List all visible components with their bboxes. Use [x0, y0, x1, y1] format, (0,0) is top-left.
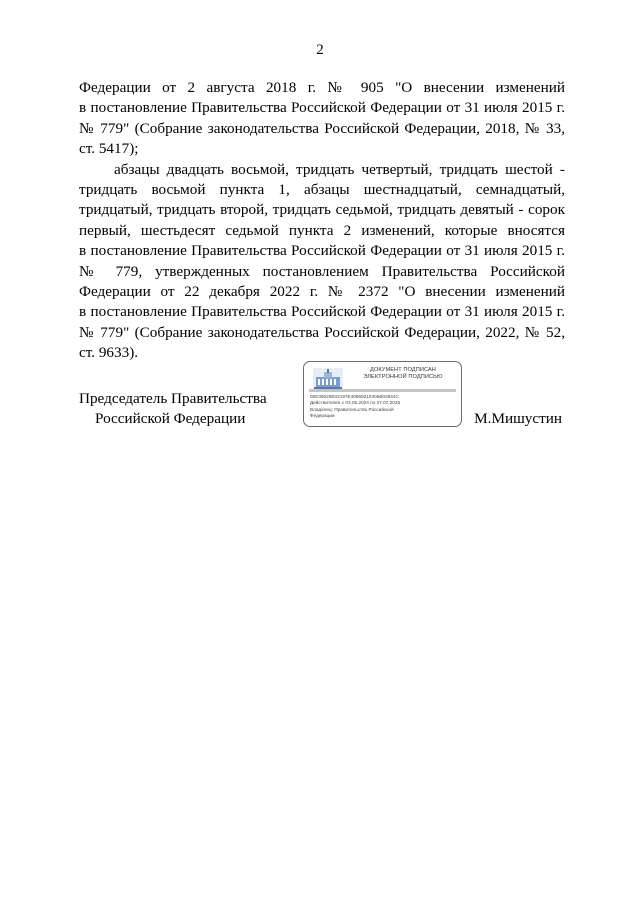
- text-line: тридцать восьмой пункта 1, абзацы шестнадцатый, семнадцатый,: [79, 181, 565, 199]
- stamp-details: [310, 394, 460, 420]
- text-line: № 779" (Собрание законодательства Российской Федерации, 2022, № 52,: [79, 323, 565, 341]
- stamp-heading: [348, 367, 458, 382]
- signer-title-line-1: Председатель Правительства: [79, 390, 267, 407]
- certificate-owner-line-1: Владелец: Правительство Российской: [310, 406, 394, 412]
- paragraph-2: [79, 160, 565, 364]
- text-line: в постановление Правительства Российской Федерации от 31 июля 2015 г.: [79, 303, 565, 321]
- signer-title-line-2: Российской Федерации: [95, 410, 246, 428]
- text-line: Федерации от 22 декабря 2022 г. № 2372 "О внесении изменений: [79, 283, 565, 301]
- stamp-divider: [309, 389, 456, 392]
- text-line: первый, шестьдесят седьмой пункта 2 изменений, которые вносятся: [79, 221, 565, 239]
- electronic-signature-stamp: [303, 361, 462, 427]
- text-line: Федерации от 2 августа 2018 г. № 905 "О внесении изменений: [79, 79, 565, 96]
- stamp-heading-line-1: ДОКУМЕНТ ПОДПИСАН: [370, 367, 436, 373]
- text-line: в постановление Правительства Российской Федерации от 31 июля 2015 г.: [79, 242, 565, 260]
- text-line: в постановление Правительства Российской Федерации от 31 июля 2015 г.: [79, 99, 565, 117]
- text-line: № 779" (Собрание законодательства Российской Федерации, 2018, № 33,: [79, 119, 565, 137]
- text-line: тридцатый, тридцать второй, тридцать седьмой, тридцать девятый - сорок: [79, 201, 565, 219]
- text-line: № 779, утвержденных постановлением Правительства Российской: [79, 262, 565, 280]
- government-building-emblem-icon: [313, 368, 343, 390]
- certificate-number: 00E36026E02197E40869210306B02844C: [310, 394, 399, 399]
- page-number: 2: [316, 42, 324, 58]
- stamp-heading-line-2: ЭЛЕКТРОННОЙ ПОДПИСЬЮ: [363, 374, 443, 381]
- paragraph-1: [79, 78, 565, 160]
- document-body: [79, 78, 565, 364]
- signer-title: [79, 389, 279, 430]
- certificate-validity: Действителен с 03.05.2024 по 27.07.2025: [310, 400, 401, 406]
- text-line: ст. 9633).: [79, 344, 139, 362]
- text-line: абзацы двадцать восьмой, тридцать четвертый, тридцать шестой -: [114, 160, 565, 178]
- certificate-owner-line-2: Федерации: [310, 413, 335, 419]
- signer-name: М.Мишустин: [474, 410, 562, 427]
- text-line: ст. 5417);: [79, 140, 139, 158]
